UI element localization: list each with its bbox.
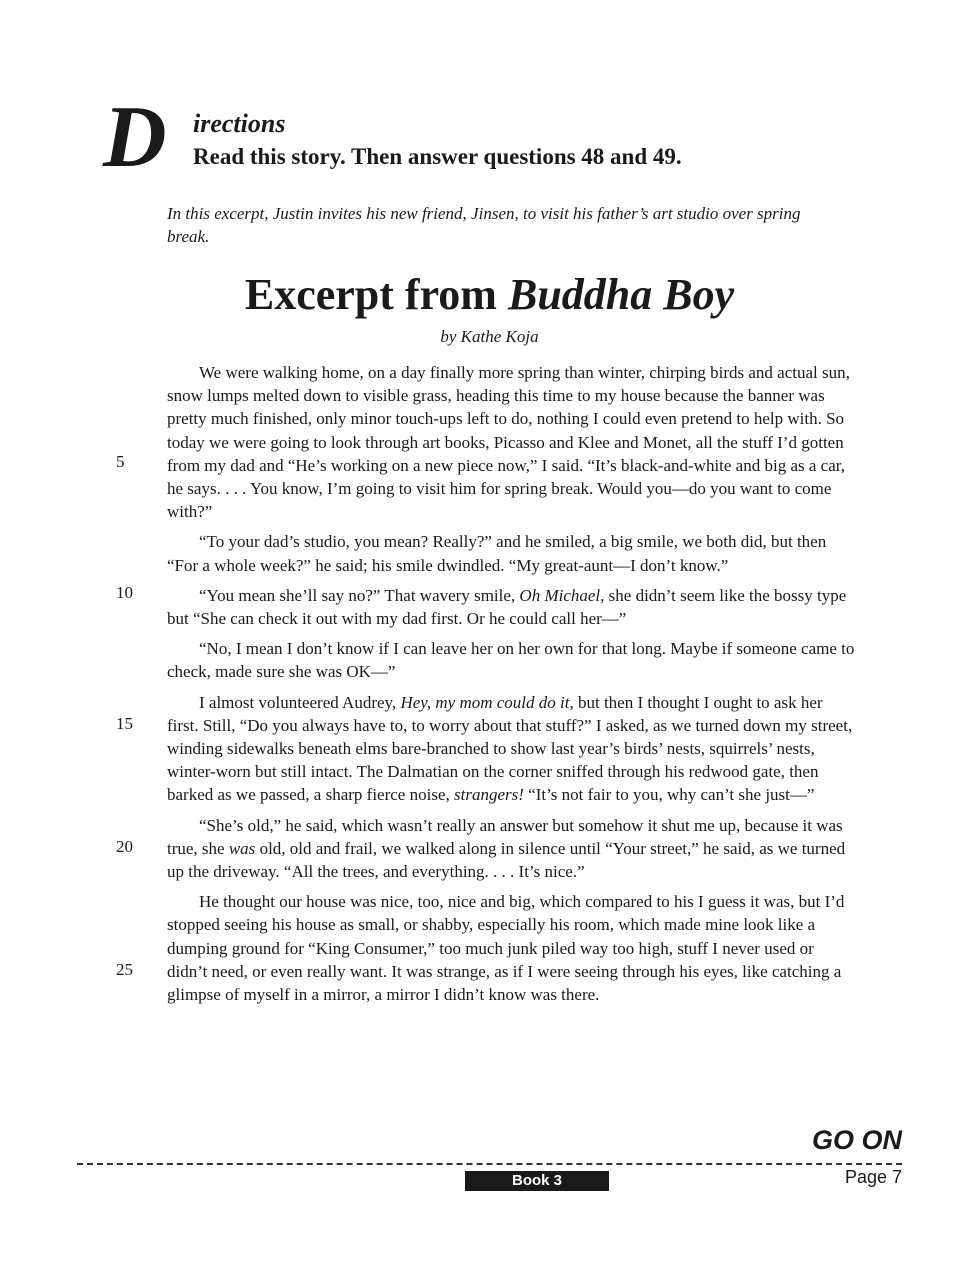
directions-header <box>103 89 863 186</box>
book-label: Book 3 <box>465 1171 609 1191</box>
text-run: but then I thought I ought to ask her first. Still, “Do you always have to, to worry about that stuff?” I asked, as we turned down my street, winding sidewalks beneath elms bare-branched to show last year’s birds’ nests, squirrels’ nests, winter-worn but still intact. The Dalmatian on the corner sniffed through his redwood gate, then barked as we passed, a sharp fierce noise, <box>167 692 853 805</box>
text-run: “No, I mean I don’t know if I can leave her on her own for that long. Maybe if someone came to check, made sure she was OK—” <box>167 639 855 682</box>
footer-divider <box>77 1163 902 1165</box>
text-run: “To your dad’s studio, you mean? Really?” and he smiled, a big smile, we both did, but then “For a whole week?” he said; his smile dwindled. “My great-aunt—I don’t know.” <box>167 532 827 575</box>
text-run: old, old and frail, we walked along in silence until “Your street,” he said, as we turned up the driveway. “All the trees, and everything. . . . It’s nice.” <box>167 838 846 882</box>
text-run: We were walking home, on a day finally more spring than winter, chirping birds and actual sun, snow lumps melted down to visible grass, heading this time to my house because the banner was pretty much finished, only minor touch-ups left to do, nothing I could even pretend to help with. So today we were going to look through art books, Picasso and Klee and Monet, all the stuff I’d gotten from my dad and “He’s working on a new piece now,” I said. “It’s black-and-white and big as a car, he says. . . . You know, I’m going to visit him for spring break. Would you—do you want to come with?” <box>167 363 850 522</box>
story-paragraph <box>167 530 857 576</box>
story-paragraph <box>167 691 857 807</box>
page-number: Page 7 <box>844 1167 902 1187</box>
line-number: 5 <box>116 452 125 471</box>
story-paragraph <box>167 814 857 884</box>
line-number: 25 <box>116 960 133 979</box>
story-title <box>0 268 979 322</box>
story-paragraph <box>167 584 857 630</box>
text-run: He thought our house was nice, too, nice and big, which compared to his I guess it was, but I’d stopped seeing his house as small, or shabby, especially his room, which made mine look like a dumping ground for “King Consumer,” too much junk piled way too high, stuff I never used or didn’t need, or even really want. It was strange, as if I were seeing through his eyes, like catching a glimpse of myself in a mirror, a mirror I didn’t know was there. <box>167 892 845 1005</box>
italic-text: strangers! <box>454 785 524 805</box>
text-run: “You mean she’ll say no?” That wavery smile, <box>199 585 520 605</box>
italic-text: Oh Michael, <box>519 585 605 605</box>
story-paragraph <box>167 361 857 523</box>
text-run: I almost volunteered Audrey, <box>199 692 401 712</box>
story-title-italic: Buddha Boy <box>507 270 735 319</box>
story-body <box>167 361 857 1013</box>
text-run: she didn’t seem like the bossy type but “She can check it out with my dad first. Or he could call her—” <box>167 585 847 629</box>
line-number: 20 <box>116 837 133 856</box>
directions-drop-cap: D <box>103 89 167 186</box>
story-title-prefix: Excerpt from <box>244 270 508 319</box>
go-on-label: GO ON <box>811 1125 902 1155</box>
line-number: 10 <box>116 583 133 602</box>
story-paragraph <box>167 637 857 683</box>
byline: by Kathe Koja <box>440 327 539 346</box>
story-introduction: In this excerpt, Justin invites his new friend, Jinsen, to visit his father’s art studio over spring break. <box>167 204 801 246</box>
italic-text: was <box>228 838 256 858</box>
text-run: “She’s old,” he said, which wasn’t really an answer but somehow it shut me up, because it was true, she <box>167 815 843 858</box>
directions-heading: irections <box>193 109 286 138</box>
italic-text: Hey, my mom could do it, <box>400 692 574 712</box>
text-run: “It’s not fair to you, why can’t she just—” <box>523 785 815 805</box>
story-paragraph <box>167 890 857 1006</box>
directions-instruction: Read this story. Then answer questions 48 and 49. <box>193 144 682 169</box>
line-number: 15 <box>116 714 133 733</box>
